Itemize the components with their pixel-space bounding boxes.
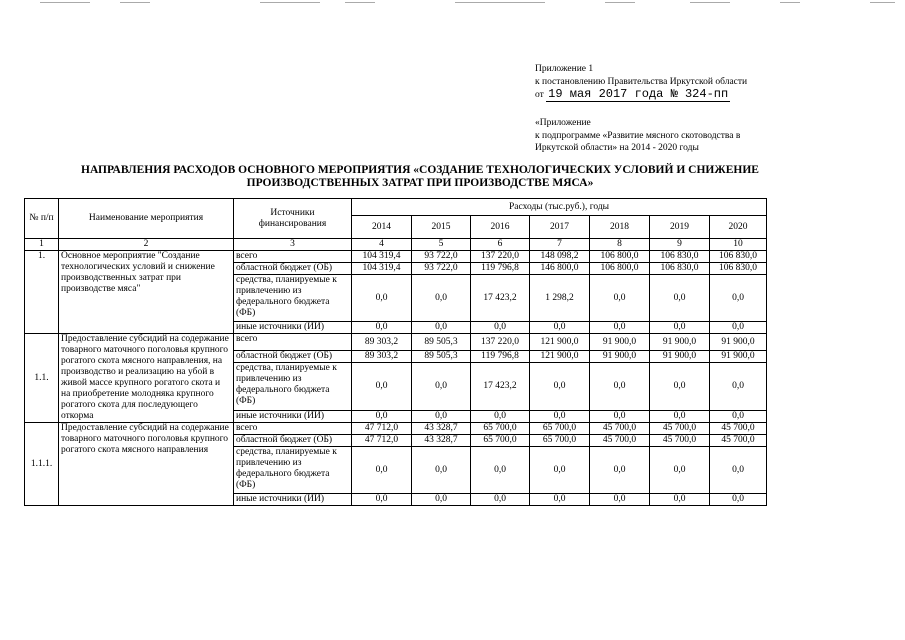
expenses-table [24, 198, 767, 506]
amount-cell: 89 505,3 [412, 334, 471, 351]
amount-cell: 106 830,0 [710, 251, 767, 263]
amount-cell: 106 830,0 [650, 251, 710, 263]
amount-cell: 43 328,7 [412, 435, 471, 447]
amount-cell: 91 900,0 [650, 351, 710, 363]
amount-cell: 119 796,8 [471, 351, 530, 363]
amount-cell: 47 712,0 [352, 423, 412, 435]
amount-cell: 65 700,0 [471, 435, 530, 447]
amount-cell: 0,0 [412, 494, 471, 506]
column-number: 8 [590, 239, 650, 251]
amount-cell: 0,0 [710, 275, 767, 322]
header-year: 2016 [471, 216, 530, 239]
header-year: 2015 [412, 216, 471, 239]
amount-cell: 43 328,7 [412, 423, 471, 435]
amount-cell: 148 098,2 [530, 251, 590, 263]
appendix-date: 19 мая 2017 года № 324-пп [548, 87, 729, 101]
appendix-line2: к постановлению Правительства Иркутской области [535, 76, 748, 87]
amount-cell: 119 796,8 [471, 263, 530, 275]
table-row [25, 334, 767, 351]
amount-cell: 45 700,0 [650, 423, 710, 435]
appendix-date-prefix: от [535, 90, 544, 100]
amount-cell: 0,0 [352, 322, 412, 334]
amount-cell: 0,0 [412, 275, 471, 322]
document-title [40, 164, 800, 190]
column-number: 4 [352, 239, 412, 251]
funding-source: всего [234, 423, 352, 435]
amount-cell: 0,0 [352, 494, 412, 506]
funding-source: всего [234, 251, 352, 263]
amount-cell: 106 830,0 [650, 263, 710, 275]
amount-cell: 121 900,0 [530, 351, 590, 363]
amount-cell: 0,0 [530, 322, 590, 334]
amount-cell: 93 722,0 [412, 263, 471, 275]
appendix-line3 [535, 88, 747, 102]
amount-cell: 0,0 [530, 410, 590, 422]
column-number: 2 [59, 239, 234, 251]
appendix-header [535, 63, 747, 102]
row-number: 1.1.1. [25, 423, 59, 506]
amount-cell: 0,0 [530, 447, 590, 494]
amount-cell: 0,0 [710, 494, 767, 506]
amount-cell: 89 303,2 [352, 334, 412, 351]
amount-cell: 91 900,0 [710, 351, 767, 363]
amount-cell: 0,0 [590, 410, 650, 422]
amount-cell: 0,0 [471, 494, 530, 506]
appendix2-line2: к подпрограмме «Развитие мясного скотоводства в [535, 130, 741, 141]
measure-name: Предоставление субсидий на содержание товарного маточного поголовья крупного рогатого скота мясного направления, на производство и реализацию на убой в живой массе крупного рогатого скота и на приобретение молодняка крупного рогатого скота для последующего откорма [59, 334, 234, 423]
amount-cell: 65 700,0 [471, 423, 530, 435]
amount-cell: 106 800,0 [590, 263, 650, 275]
amount-cell: 0,0 [590, 494, 650, 506]
amount-cell: 45 700,0 [650, 435, 710, 447]
amount-cell: 93 722,0 [412, 251, 471, 263]
amount-cell: 89 303,2 [352, 351, 412, 363]
amount-cell: 91 900,0 [590, 334, 650, 351]
amount-cell: 0,0 [412, 363, 471, 411]
header-name: Наименование мероприятия [59, 199, 234, 239]
amount-cell: 65 700,0 [530, 423, 590, 435]
funding-source: всего [234, 334, 352, 351]
row-number: 1. [25, 251, 59, 334]
amount-cell: 91 900,0 [650, 334, 710, 351]
amount-cell: 0,0 [650, 275, 710, 322]
header-year: 2014 [352, 216, 412, 239]
title-line1: НАПРАВЛЕНИЯ РАСХОДОВ ОСНОВНОГО МЕРОПРИЯТИЯ «СОЗДАНИЕ ТЕХНОЛОГИЧЕСКИХ УСЛОВИЙ И СНИЖЕНИЕ [81, 164, 759, 176]
appendix-subprogram [535, 117, 740, 155]
amount-cell: 45 700,0 [590, 423, 650, 435]
amount-cell: 121 900,0 [530, 334, 590, 351]
amount-cell: 0,0 [412, 410, 471, 422]
amount-cell: 0,0 [590, 363, 650, 411]
appendix-line1: Приложение 1 [535, 64, 594, 74]
column-number: 6 [471, 239, 530, 251]
amount-cell: 0,0 [530, 363, 590, 411]
funding-source: областной бюджет (ОБ) [234, 263, 352, 275]
measure-name: Основное мероприятие "Создание технологических условий и снижение производственных затрат при производстве мяса" [59, 251, 234, 334]
amount-cell: 137 220,0 [471, 334, 530, 351]
header-source: Источники финансирования [234, 199, 352, 239]
amount-cell: 0,0 [590, 447, 650, 494]
amount-cell: 0,0 [471, 447, 530, 494]
amount-cell: 45 700,0 [710, 423, 767, 435]
amount-cell: 0,0 [710, 447, 767, 494]
amount-cell: 0,0 [650, 447, 710, 494]
amount-cell: 91 900,0 [590, 351, 650, 363]
funding-source: средства, планируемые к привлечению из федерального бюджета (ФБ) [234, 275, 352, 322]
table-row [25, 251, 767, 263]
amount-cell: 0,0 [650, 322, 710, 334]
amount-cell: 89 505,3 [412, 351, 471, 363]
header-year: 2019 [650, 216, 710, 239]
funding-source: областной бюджет (ОБ) [234, 351, 352, 363]
amount-cell: 0,0 [530, 494, 590, 506]
header-expenses: Расходы (тыс.руб.), годы [352, 199, 767, 216]
amount-cell: 0,0 [412, 322, 471, 334]
amount-cell: 137 220,0 [471, 251, 530, 263]
amount-cell: 106 800,0 [590, 251, 650, 263]
header-year: 2018 [590, 216, 650, 239]
column-number: 1 [25, 239, 59, 251]
amount-cell: 0,0 [710, 410, 767, 422]
amount-cell: 0,0 [590, 322, 650, 334]
column-number: 10 [710, 239, 767, 251]
funding-source: иные источники (ИИ) [234, 410, 352, 422]
amount-cell: 17 423,2 [471, 275, 530, 322]
appendix2-line3: Иркутской области» на 2014 - 2020 годы [535, 143, 699, 153]
funding-source: областной бюджет (ОБ) [234, 435, 352, 447]
title-line2: ПРОИЗВОДСТВЕННЫХ ЗАТРАТ ПРИ ПРОИЗВОДСТВЕ МЯСА» [246, 177, 594, 189]
amount-cell: 0,0 [590, 275, 650, 322]
amount-cell: 0,0 [352, 447, 412, 494]
funding-source: средства, планируемые к привлечению из федерального бюджета (ФБ) [234, 447, 352, 494]
column-number: 5 [412, 239, 471, 251]
amount-cell: 47 712,0 [352, 435, 412, 447]
amount-cell: 0,0 [352, 410, 412, 422]
amount-cell: 0,0 [352, 363, 412, 411]
table-row [25, 423, 767, 435]
amount-cell: 0,0 [352, 275, 412, 322]
amount-cell: 91 900,0 [710, 334, 767, 351]
appendix2-line1: «Приложение [535, 118, 591, 128]
amount-cell: 104 319,4 [352, 263, 412, 275]
amount-cell: 0,0 [650, 363, 710, 411]
funding-source: иные источники (ИИ) [234, 322, 352, 334]
column-number: 9 [650, 239, 710, 251]
amount-cell: 0,0 [650, 410, 710, 422]
amount-cell: 0,0 [412, 447, 471, 494]
amount-cell: 106 830,0 [710, 263, 767, 275]
amount-cell: 17 423,2 [471, 363, 530, 411]
row-number: 1.1. [25, 334, 59, 423]
header-num: № п/п [25, 199, 59, 239]
amount-cell: 1 298,2 [530, 275, 590, 322]
funding-source: иные источники (ИИ) [234, 494, 352, 506]
amount-cell: 104 319,4 [352, 251, 412, 263]
scan-top-edge [0, 2, 905, 5]
amount-cell: 45 700,0 [710, 435, 767, 447]
amount-cell: 0,0 [710, 363, 767, 411]
column-number: 3 [234, 239, 352, 251]
amount-cell: 0,0 [710, 322, 767, 334]
amount-cell: 0,0 [471, 410, 530, 422]
amount-cell: 0,0 [650, 494, 710, 506]
amount-cell: 146 800,0 [530, 263, 590, 275]
funding-source: средства, планируемые к привлечению из федерального бюджета (ФБ) [234, 363, 352, 411]
column-number: 7 [530, 239, 590, 251]
amount-cell: 0,0 [471, 322, 530, 334]
header-year: 2017 [530, 216, 590, 239]
header-year: 2020 [710, 216, 767, 239]
amount-cell: 65 700,0 [530, 435, 590, 447]
amount-cell: 45 700,0 [590, 435, 650, 447]
measure-name: Предоставление субсидий на содержание товарного маточного поголовья крупного рогатого скота мясного направления [59, 423, 234, 506]
